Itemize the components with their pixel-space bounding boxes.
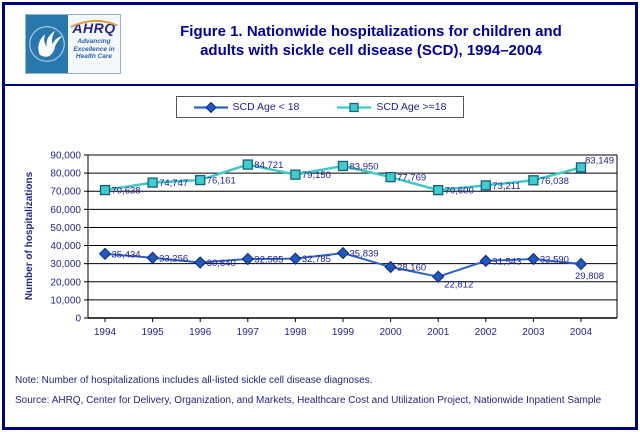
- data-label: 79,150: [301, 170, 331, 182]
- chart-legend: [176, 96, 464, 118]
- x-tick-label: 2003: [522, 327, 545, 338]
- data-point-marker: [243, 160, 252, 169]
- data-point-marker: [385, 261, 396, 272]
- ahrq-arc-icon: [69, 17, 119, 29]
- data-label: 70,638: [111, 185, 141, 197]
- y-tick-label: 30,000: [50, 259, 81, 271]
- y-tick-label: 20,000: [50, 277, 81, 289]
- legend-item: [194, 101, 300, 113]
- data-point-marker: [100, 248, 111, 259]
- hhs-logo-block: [26, 15, 68, 73]
- data-label: 73,211: [492, 180, 521, 192]
- data-point-marker: [196, 176, 205, 185]
- data-point-marker: [290, 253, 301, 264]
- data-point-marker: [147, 252, 158, 263]
- x-tick-label: 1994: [93, 327, 117, 338]
- x-tick-label: 2000: [379, 327, 402, 338]
- data-label: 77,769: [397, 172, 427, 184]
- hhs-eagle-icon: [27, 17, 67, 71]
- x-tick-label: 1995: [141, 327, 164, 338]
- figure-title: [121, 22, 621, 60]
- data-point-marker: [148, 178, 157, 187]
- data-label: 33,256: [159, 253, 189, 265]
- data-point-marker: [576, 259, 587, 270]
- line-chart: [5, 129, 635, 345]
- data-label: 76,161: [206, 175, 236, 187]
- x-tick-label: 1997: [236, 327, 259, 338]
- data-point-marker: [480, 255, 491, 266]
- data-label: 22,812: [444, 279, 474, 291]
- figure-title-line2: adults with sickle cell disease (SCD), 1994–2004: [200, 42, 542, 59]
- data-label: 31,543: [492, 256, 522, 268]
- data-point-marker: [338, 248, 349, 259]
- source-text: Source: AHRQ, Center for Delivery, Organization, and Markets, Healthcare Cost and Utilization Project, Nationwide Inpatient Sample: [15, 395, 602, 406]
- data-point-marker: [529, 176, 538, 185]
- y-tick-label: 60,000: [50, 204, 81, 216]
- data-label: 74,747: [159, 178, 189, 190]
- data-point-marker: [433, 271, 444, 282]
- x-tick-label: 2002: [474, 327, 497, 338]
- data-point-marker: [481, 181, 490, 190]
- tagline-line: Health Care: [75, 53, 113, 60]
- x-tick-label: 1998: [284, 327, 307, 338]
- report-frame: [2, 2, 638, 430]
- legend-label: SCD Age >=18: [376, 101, 447, 113]
- data-point-marker: [339, 161, 348, 170]
- y-tick-label: 0: [75, 313, 81, 325]
- y-tick-label: 70,000: [50, 186, 81, 198]
- legend-label: SCD Age < 18: [232, 101, 300, 113]
- ahrq-tagline: [73, 38, 114, 61]
- y-axis-title: Number of hospitalizations: [24, 171, 35, 301]
- data-label: 29,808: [575, 271, 605, 283]
- note-text: Note: Number of hospitalizations includes all-listed sickle cell disease diagnoses.: [15, 375, 373, 386]
- data-point-marker: [195, 257, 206, 268]
- data-label: 83,950: [349, 161, 379, 173]
- report-header: [5, 5, 635, 86]
- x-tick-label: 1996: [189, 327, 212, 338]
- y-tick-label: 10,000: [50, 295, 81, 307]
- data-label: 84,721: [254, 160, 284, 172]
- legend-marker-icon: [194, 102, 228, 113]
- ahrq-wordmark: AHRQ: [72, 20, 116, 36]
- data-label: 28,160: [397, 262, 427, 274]
- figure-title-line1: Figure 1. Nationwide hospitalizations for children and: [180, 23, 562, 40]
- x-tick-label: 2001: [427, 327, 450, 338]
- data-point-marker: [291, 170, 300, 179]
- y-tick-label: 40,000: [50, 241, 81, 253]
- legend-square: [350, 103, 358, 111]
- data-point-marker: [386, 173, 395, 182]
- legend-diamond: [206, 102, 216, 112]
- data-point-marker: [101, 186, 110, 195]
- y-tick-label: 50,000: [50, 222, 81, 234]
- x-tick-label: 2004: [569, 327, 593, 338]
- tagline-line: Excellence in: [73, 45, 115, 53]
- data-label: 35,839: [349, 248, 379, 260]
- data-label: 70,600: [444, 185, 474, 197]
- data-label: 76,038: [539, 175, 569, 187]
- legend-item: [337, 101, 446, 113]
- tagline-line: Advancing: [77, 38, 111, 45]
- data-label: 30,640: [206, 258, 236, 270]
- y-tick-label: 80,000: [50, 168, 81, 180]
- data-point-marker: [434, 186, 443, 195]
- data-label: 32,785: [301, 254, 331, 266]
- hhs-ahrq-logo: [25, 14, 121, 74]
- data-label: 83,149: [585, 155, 615, 167]
- data-point-marker: [242, 253, 253, 264]
- data-label: 35,434: [111, 249, 141, 261]
- y-tick-label: 90,000: [50, 150, 81, 162]
- legend-marker-icon: [337, 102, 371, 113]
- data-point-marker: [528, 253, 539, 264]
- x-tick-label: 1999: [331, 327, 355, 338]
- data-label: 32,585: [254, 254, 284, 266]
- data-label: 32,590: [539, 254, 569, 266]
- report-footer: [5, 375, 635, 407]
- ahrq-logo-block: [68, 15, 120, 73]
